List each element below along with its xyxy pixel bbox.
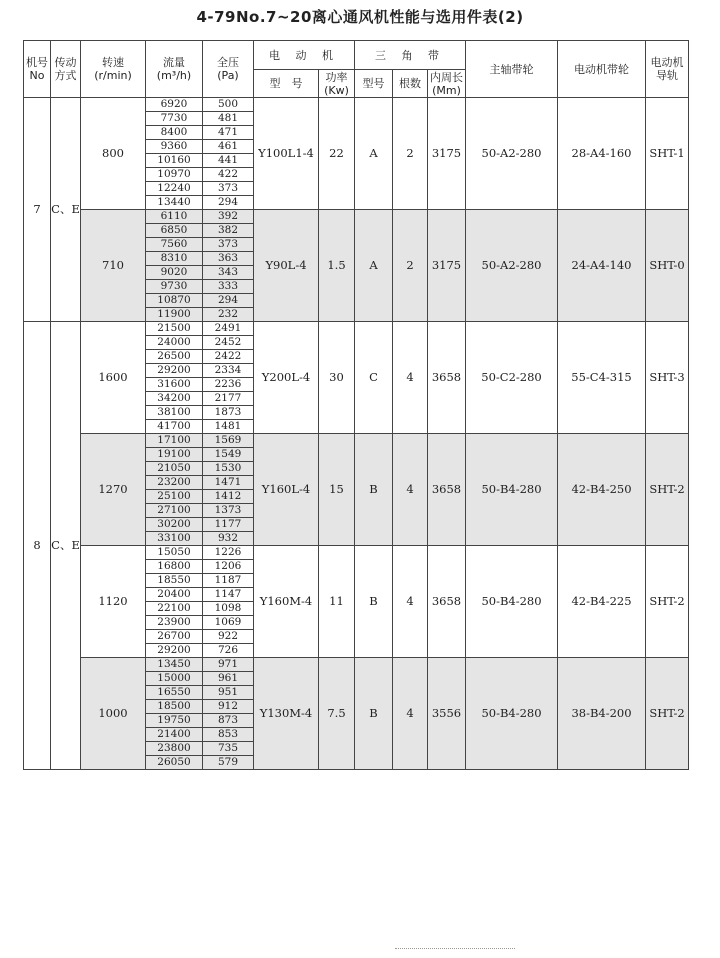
flow-cell: 38100 xyxy=(146,406,203,420)
motor-power-cell: 30 xyxy=(319,322,355,434)
motor-pulley-cell: 42-B4-250 xyxy=(558,434,646,546)
belt-length-cell: 3556 xyxy=(428,658,466,770)
motor-pulley-cell: 38-B4-200 xyxy=(558,658,646,770)
flow-cell: 20400 xyxy=(146,588,203,602)
flow-cell: 26700 xyxy=(146,630,203,644)
motor-model-cell: Y160M-4 xyxy=(254,546,319,658)
motor-power-cell: 1.5 xyxy=(319,210,355,322)
pressure-cell: 2334 xyxy=(203,364,254,378)
flow-cell: 21050 xyxy=(146,462,203,476)
pressure-cell: 343 xyxy=(203,266,254,280)
header-belt-model: 型号 xyxy=(355,70,393,98)
pressure-cell: 1412 xyxy=(203,490,254,504)
belt-model-cell: A xyxy=(355,210,393,322)
speed-cell: 1000 xyxy=(81,658,146,770)
machine-no-cell: 7 xyxy=(24,98,51,322)
motor-rail-cell: SHT-2 xyxy=(646,658,689,770)
page-footer-rule xyxy=(395,948,515,955)
pressure-cell: 971 xyxy=(203,658,254,672)
flow-cell: 29200 xyxy=(146,644,203,658)
flow-cell: 21500 xyxy=(146,322,203,336)
motor-model-cell: Y200L-4 xyxy=(254,322,319,434)
flow-cell: 8310 xyxy=(146,252,203,266)
speed-cell: 1600 xyxy=(81,322,146,434)
belt-length-cell: 3175 xyxy=(428,98,466,210)
pressure-cell: 2452 xyxy=(203,336,254,350)
header-flow: 流量 (m³/h) xyxy=(146,41,203,98)
motor-model-cell: Y90L-4 xyxy=(254,210,319,322)
motor-rail-cell: SHT-2 xyxy=(646,546,689,658)
header-pressure: 全压 (Pa) xyxy=(203,41,254,98)
motor-model-cell: Y100L1-4 xyxy=(254,98,319,210)
flow-cell: 8400 xyxy=(146,126,203,140)
pressure-cell: 373 xyxy=(203,238,254,252)
flow-cell: 6920 xyxy=(146,98,203,112)
belt-count-cell: 2 xyxy=(393,98,428,210)
pressure-cell: 1206 xyxy=(203,560,254,574)
belt-model-cell: B xyxy=(355,434,393,546)
motor-rail-cell: SHT-0 xyxy=(646,210,689,322)
flow-cell: 9360 xyxy=(146,140,203,154)
motor-rail-cell: SHT-2 xyxy=(646,434,689,546)
pressure-cell: 961 xyxy=(203,672,254,686)
speed-cell: 710 xyxy=(81,210,146,322)
flow-cell: 19750 xyxy=(146,714,203,728)
belt-length-cell: 3658 xyxy=(428,322,466,434)
pressure-cell: 1098 xyxy=(203,602,254,616)
flow-cell: 18500 xyxy=(146,700,203,714)
header-motor-model: 型 号 xyxy=(254,70,319,98)
pressure-cell: 373 xyxy=(203,182,254,196)
flow-cell: 16550 xyxy=(146,686,203,700)
flow-cell: 16800 xyxy=(146,560,203,574)
header-belt-length: 内周长 (Mm) xyxy=(428,70,466,98)
table-body xyxy=(24,98,689,770)
pressure-cell: 2236 xyxy=(203,378,254,392)
pressure-cell: 726 xyxy=(203,644,254,658)
motor-power-cell: 11 xyxy=(319,546,355,658)
pressure-cell: 1873 xyxy=(203,406,254,420)
pressure-cell: 441 xyxy=(203,154,254,168)
table-row xyxy=(24,658,689,672)
performance-table xyxy=(23,40,689,770)
flow-cell: 23900 xyxy=(146,616,203,630)
flow-cell: 18550 xyxy=(146,574,203,588)
motor-pulley-cell: 24-A4-140 xyxy=(558,210,646,322)
pressure-cell: 1569 xyxy=(203,434,254,448)
motor-pulley-cell: 55-C4-315 xyxy=(558,322,646,434)
flow-cell: 6850 xyxy=(146,224,203,238)
pressure-cell: 333 xyxy=(203,280,254,294)
flow-cell: 9020 xyxy=(146,266,203,280)
pressure-cell: 363 xyxy=(203,252,254,266)
flow-cell: 6110 xyxy=(146,210,203,224)
flow-cell: 10970 xyxy=(146,168,203,182)
motor-rail-cell: SHT-3 xyxy=(646,322,689,434)
belt-count-cell: 2 xyxy=(393,210,428,322)
belt-model-cell: C xyxy=(355,322,393,434)
flow-cell: 21400 xyxy=(146,728,203,742)
pressure-cell: 951 xyxy=(203,686,254,700)
flow-cell: 30200 xyxy=(146,518,203,532)
flow-cell: 25100 xyxy=(146,490,203,504)
pressure-cell: 873 xyxy=(203,714,254,728)
main-pulley-cell: 50-B4-280 xyxy=(466,434,558,546)
pressure-cell: 2491 xyxy=(203,322,254,336)
belt-length-cell: 3175 xyxy=(428,210,466,322)
header-speed: 转速 (r/min) xyxy=(81,41,146,98)
pressure-cell: 579 xyxy=(203,756,254,770)
flow-cell: 17100 xyxy=(146,434,203,448)
header-belt-count: 根数 xyxy=(393,70,428,98)
flow-cell: 19100 xyxy=(146,448,203,462)
pressure-cell: 422 xyxy=(203,168,254,182)
motor-pulley-cell: 42-B4-225 xyxy=(558,546,646,658)
flow-cell: 13450 xyxy=(146,658,203,672)
belt-model-cell: B xyxy=(355,546,393,658)
belt-count-cell: 4 xyxy=(393,658,428,770)
belt-length-cell: 3658 xyxy=(428,546,466,658)
machine-no-cell: 8 xyxy=(24,322,51,770)
pressure-cell: 461 xyxy=(203,140,254,154)
pressure-cell: 1069 xyxy=(203,616,254,630)
flow-cell: 23800 xyxy=(146,742,203,756)
pressure-cell: 853 xyxy=(203,728,254,742)
flow-cell: 31600 xyxy=(146,378,203,392)
flow-cell: 11900 xyxy=(146,308,203,322)
flow-cell: 41700 xyxy=(146,420,203,434)
belt-count-cell: 4 xyxy=(393,322,428,434)
flow-cell: 9730 xyxy=(146,280,203,294)
pressure-cell: 922 xyxy=(203,630,254,644)
belt-model-cell: B xyxy=(355,658,393,770)
flow-cell: 24000 xyxy=(146,336,203,350)
main-pulley-cell: 50-B4-280 xyxy=(466,546,558,658)
header-machine-no: 机号 No xyxy=(24,41,51,98)
flow-cell: 26050 xyxy=(146,756,203,770)
flow-cell: 27100 xyxy=(146,504,203,518)
header-belt: 三 角 带 xyxy=(355,41,466,70)
motor-power-cell: 15 xyxy=(319,434,355,546)
flow-cell: 34200 xyxy=(146,392,203,406)
pressure-cell: 294 xyxy=(203,294,254,308)
table-row xyxy=(24,322,689,336)
belt-length-cell: 3658 xyxy=(428,434,466,546)
flow-cell: 15000 xyxy=(146,672,203,686)
flow-cell: 13440 xyxy=(146,196,203,210)
flow-cell: 12240 xyxy=(146,182,203,196)
flow-cell: 7560 xyxy=(146,238,203,252)
motor-power-cell: 7.5 xyxy=(319,658,355,770)
speed-cell: 800 xyxy=(81,98,146,210)
table-row xyxy=(24,98,689,112)
flow-cell: 22100 xyxy=(146,602,203,616)
pressure-cell: 1481 xyxy=(203,420,254,434)
flow-cell: 7730 xyxy=(146,112,203,126)
header-motor: 电 动 机 xyxy=(254,41,355,70)
header-motor-pulley: 电动机带轮 xyxy=(558,41,646,98)
pressure-cell: 481 xyxy=(203,112,254,126)
header-drive: 传动 方式 xyxy=(51,41,81,98)
pressure-cell: 1373 xyxy=(203,504,254,518)
pressure-cell: 735 xyxy=(203,742,254,756)
pressure-cell: 1530 xyxy=(203,462,254,476)
drive-cell: C、E xyxy=(51,322,81,770)
pressure-cell: 1147 xyxy=(203,588,254,602)
pressure-cell: 1226 xyxy=(203,546,254,560)
belt-count-cell: 4 xyxy=(393,546,428,658)
motor-rail-cell: SHT-1 xyxy=(646,98,689,210)
pressure-cell: 2422 xyxy=(203,350,254,364)
pressure-cell: 1471 xyxy=(203,476,254,490)
flow-cell: 29200 xyxy=(146,364,203,378)
belt-model-cell: A xyxy=(355,98,393,210)
pressure-cell: 294 xyxy=(203,196,254,210)
header-motor-rail: 电动机 导轨 xyxy=(646,41,689,98)
pressure-cell: 471 xyxy=(203,126,254,140)
motor-power-cell: 22 xyxy=(319,98,355,210)
pressure-cell: 392 xyxy=(203,210,254,224)
flow-cell: 23200 xyxy=(146,476,203,490)
flow-cell: 26500 xyxy=(146,350,203,364)
main-pulley-cell: 50-A2-280 xyxy=(466,210,558,322)
pressure-cell: 232 xyxy=(203,308,254,322)
flow-cell: 15050 xyxy=(146,546,203,560)
pressure-cell: 1177 xyxy=(203,518,254,532)
table-row xyxy=(24,210,689,224)
pressure-cell: 2177 xyxy=(203,392,254,406)
main-pulley-cell: 50-C2-280 xyxy=(466,322,558,434)
flow-cell: 10870 xyxy=(146,294,203,308)
motor-model-cell: Y130M-4 xyxy=(254,658,319,770)
main-pulley-cell: 50-A2-280 xyxy=(466,98,558,210)
page-title: 4-79No.7~20离心通风机性能与选用件表(2) xyxy=(196,8,524,26)
motor-model-cell: Y160L-4 xyxy=(254,434,319,546)
pressure-cell: 1549 xyxy=(203,448,254,462)
flow-cell: 10160 xyxy=(146,154,203,168)
pressure-cell: 382 xyxy=(203,224,254,238)
pressure-cell: 932 xyxy=(203,532,254,546)
drive-cell: C、E xyxy=(51,98,81,322)
table-row xyxy=(24,434,689,448)
table-row xyxy=(24,546,689,560)
belt-count-cell: 4 xyxy=(393,434,428,546)
main-pulley-cell: 50-B4-280 xyxy=(466,658,558,770)
speed-cell: 1270 xyxy=(81,434,146,546)
pressure-cell: 500 xyxy=(203,98,254,112)
pressure-cell: 912 xyxy=(203,700,254,714)
header-motor-power: 功率 (Kw) xyxy=(319,70,355,98)
motor-pulley-cell: 28-A4-160 xyxy=(558,98,646,210)
flow-cell: 33100 xyxy=(146,532,203,546)
header-main-pulley: 主轴带轮 xyxy=(466,41,558,98)
pressure-cell: 1187 xyxy=(203,574,254,588)
speed-cell: 1120 xyxy=(81,546,146,658)
